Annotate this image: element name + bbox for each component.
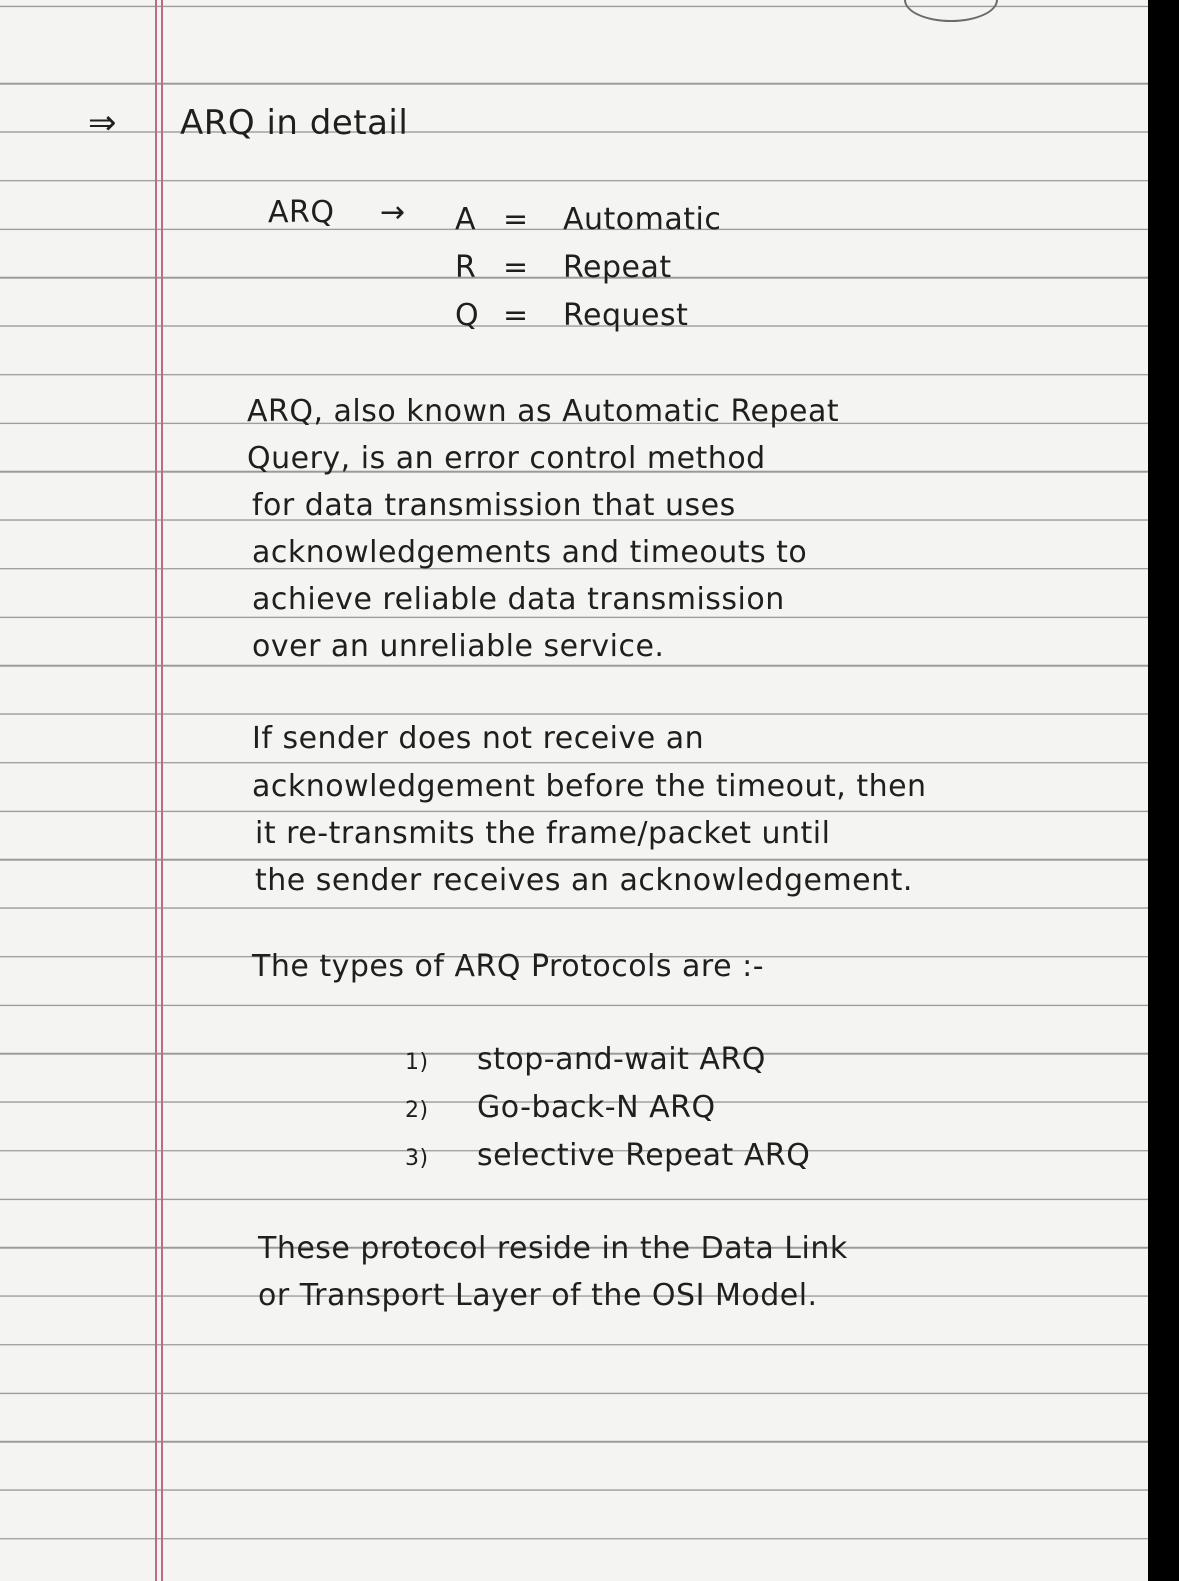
- acronym-letter: Q: [455, 298, 480, 333]
- acronym-word: Automatic: [563, 202, 722, 237]
- acronym-letter: R: [455, 250, 477, 285]
- paragraph-line: achieve reliable data transmission: [252, 582, 785, 617]
- types-intro: The types of ARQ Protocols are :-: [252, 949, 765, 984]
- acronym-letter: A: [455, 202, 477, 237]
- list-item: Go-back-N ARQ: [477, 1090, 716, 1125]
- paragraph-line: acknowledgements and timeouts to: [252, 535, 808, 570]
- list-item: selective Repeat ARQ: [477, 1138, 811, 1173]
- acronym-word: Request: [563, 298, 689, 333]
- list-number: 2): [405, 1098, 429, 1123]
- acronym-equals: =: [503, 250, 529, 285]
- margin-line: [155, 0, 157, 1581]
- list-number: 1): [405, 1050, 429, 1075]
- paragraph-line: Query, is an error control method: [247, 441, 766, 476]
- corner-doodle: [904, 0, 998, 22]
- paragraph-line: If sender does not receive an: [252, 721, 705, 756]
- list-number: 3): [405, 1146, 429, 1171]
- paragraph-line: over an unreliable service.: [252, 629, 665, 664]
- heading-arrow: ⇒: [88, 103, 117, 143]
- paragraph-line: acknowledgement before the timeout, then: [252, 769, 927, 804]
- paragraph-line: ARQ, also known as Automatic Repeat: [247, 394, 840, 429]
- list-item: stop-and-wait ARQ: [477, 1042, 766, 1077]
- page-title: ARQ in detail: [180, 103, 409, 143]
- acronym-lead: ARQ: [268, 195, 335, 230]
- margin-line: [161, 0, 163, 1581]
- acronym-equals: =: [503, 298, 529, 333]
- acronym-arrow: →: [380, 195, 406, 230]
- acronym-word: Repeat: [563, 250, 672, 285]
- acronym-equals: =: [503, 202, 529, 237]
- paragraph-line: it re-transmits the frame/packet until: [255, 816, 831, 851]
- paragraph-line: the sender receives an acknowledgement.: [255, 863, 913, 898]
- paragraph-line: for data transmission that uses: [252, 488, 736, 523]
- paragraph-line: or Transport Layer of the OSI Model.: [258, 1278, 818, 1313]
- paragraph-line: These protocol reside in the Data Link: [258, 1231, 848, 1266]
